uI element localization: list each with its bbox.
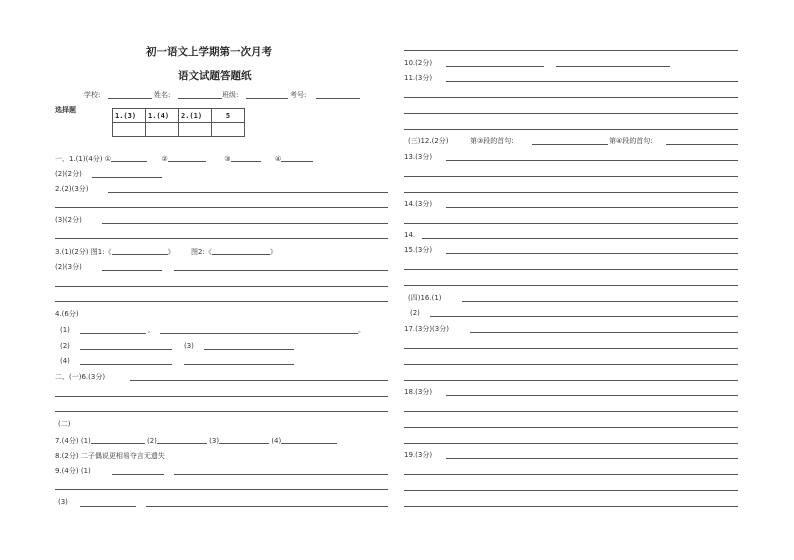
q3-2-line-2[interactable] [55, 286, 388, 287]
q4-1-comma: , [148, 326, 151, 334]
q3-1-text: 3.(1)(2分) [55, 248, 89, 256]
q2-3-line-1[interactable] [102, 223, 388, 224]
fig1-close: 》 [167, 248, 175, 256]
q15-line-3[interactable] [404, 285, 738, 286]
fig1-blank[interactable] [112, 247, 168, 255]
q9-3-label: (3) [58, 498, 68, 506]
q1-2-label: (2)(2分) [55, 170, 82, 178]
q9-text: 9.(4分) [55, 467, 79, 475]
name-label: 姓名: [154, 91, 171, 99]
q4-2-blank[interactable] [80, 349, 172, 350]
q7-text: 7.(4分) [55, 437, 79, 445]
exam-title: 初一语文上学期第一次月考 [146, 46, 272, 58]
q17-line-1[interactable] [470, 332, 738, 333]
choice-answer-3[interactable] [179, 123, 212, 137]
q15-label: 15.(3分) [404, 246, 433, 254]
q7-2-marker: (2) [147, 437, 157, 445]
q7-1-blank[interactable] [91, 436, 145, 444]
q4-4-blank-1[interactable] [80, 364, 172, 365]
q4-1-blank-2[interactable] [160, 333, 358, 334]
q10-blank-1[interactable] [446, 66, 544, 67]
c4-blank[interactable] [281, 154, 313, 162]
c2-blank[interactable] [168, 154, 206, 162]
q2-3-label: (3)(2分) [55, 216, 82, 224]
q3-1-label [55, 247, 277, 257]
q19-line-1[interactable] [446, 458, 738, 459]
q9-3-blank-1[interactable] [80, 506, 136, 507]
school-field[interactable] [108, 98, 152, 99]
q7-1-marker: (1) [80, 437, 91, 445]
choice-cell-1-3: 1.(3) [113, 109, 146, 123]
q2-2-label: 2.(2)(3分) [55, 185, 89, 193]
q11-line-2[interactable] [404, 97, 738, 98]
q15-line-1[interactable] [446, 253, 738, 254]
exam-no-field[interactable] [316, 98, 360, 99]
q14-label: 14.(3分) [404, 200, 433, 208]
section-2-label: (二) [58, 420, 71, 428]
q4-3-blank[interactable] [204, 349, 294, 350]
q1-2-blank[interactable] [92, 177, 162, 178]
q19-line-4[interactable] [404, 506, 738, 507]
q17-line-2[interactable] [404, 348, 738, 349]
fig2-open: 图2:《 [191, 248, 212, 256]
q8-text: 8.(2分) [55, 452, 79, 460]
fig1-open: 图1:《 [90, 248, 112, 256]
q16-2-line[interactable] [430, 316, 738, 317]
q11-label: 11.(3分) [404, 74, 433, 82]
q4-2-label: (2) [60, 342, 70, 350]
q4-1-blank-1[interactable] [80, 333, 146, 334]
q12-label: (三)12.(2分) [408, 137, 449, 145]
q4-3-label: (3) [184, 342, 194, 350]
choice-answer-table [112, 108, 245, 137]
q17-line-3[interactable] [404, 364, 738, 365]
q11-line-3[interactable] [404, 113, 738, 114]
c1-blank[interactable] [111, 154, 147, 162]
class-label: 班级: [222, 91, 239, 99]
q19-line-2[interactable] [404, 474, 738, 475]
q12-a-blank[interactable] [532, 144, 608, 145]
q6-line-3[interactable] [55, 411, 388, 412]
q7-2-blank[interactable] [157, 436, 207, 444]
q17-label: 17.(3分)(3分) [404, 325, 449, 333]
q8-sentence: 二子偶说更相易夺言无遗失 [80, 452, 165, 460]
q1-1-label [55, 154, 313, 164]
q11-line-4[interactable] [404, 129, 738, 130]
q9-line-2[interactable] [55, 489, 388, 490]
q7-3-blank[interactable] [219, 436, 269, 444]
q13-line-2[interactable] [404, 176, 738, 177]
c2-marker: ② [161, 155, 168, 163]
choice-answer-4[interactable] [212, 123, 245, 137]
q1-1-text: 一、1.(1)(4分) [55, 155, 103, 163]
exam-no-label: 考号: [290, 91, 307, 99]
q14-line-2[interactable] [404, 223, 738, 224]
q14-line-1[interactable] [446, 207, 738, 208]
answer-sheet-subtitle: 语文试题答题纸 [178, 70, 252, 82]
c1-marker: ① [104, 155, 112, 163]
school-label: 学校: [84, 91, 101, 99]
q3-2-blank-2[interactable] [174, 270, 388, 271]
q13-label: 13.(3分) [404, 153, 433, 161]
q13-line-1[interactable] [446, 160, 738, 161]
choice-header-row [113, 109, 245, 123]
fig2-close: 》 [269, 248, 277, 256]
q9-1-marker: (1) [80, 467, 91, 475]
fig2-blank[interactable] [212, 247, 270, 255]
q9-1-blank-2[interactable] [174, 474, 388, 475]
q19-line-3[interactable] [404, 490, 738, 491]
q18-line-4[interactable] [404, 443, 738, 444]
c3-marker: ③ [224, 155, 231, 163]
q18-line-3[interactable] [404, 427, 738, 428]
q12-a-label: 第③段的首句: [470, 137, 514, 145]
class-field[interactable] [246, 98, 288, 99]
q18-label: 18.(3分) [404, 388, 433, 396]
q16-2-label: (2) [410, 309, 420, 317]
q8-label [55, 452, 165, 461]
q4-1-period: 。 [358, 326, 365, 334]
q3-2-blank-1[interactable] [102, 270, 162, 271]
q10-label: 10.(2分) [404, 59, 433, 67]
q6-label: 二、(一)6.(3分) [55, 373, 106, 381]
q2-2-line-1[interactable] [108, 192, 388, 193]
q14b-label: 14. [404, 231, 416, 239]
q19-label: 19.(3分) [404, 451, 433, 459]
choice-label: 选择题 [55, 106, 76, 114]
c3-blank[interactable] [231, 154, 261, 162]
c4-marker: ④ [275, 155, 282, 163]
q7-4-blank[interactable] [281, 436, 337, 444]
q2-3-line-2[interactable] [55, 238, 388, 239]
q4-4-label: (4) [60, 357, 70, 365]
right-top-line[interactable] [404, 50, 738, 51]
choice-answer-2[interactable] [146, 123, 179, 137]
q7-3-marker: (3) [209, 437, 220, 445]
q9-label [55, 467, 91, 476]
q2-2-line-2[interactable] [55, 207, 388, 208]
q13-line-3[interactable] [404, 192, 738, 193]
choice-cell-2-1: 2.(1) [179, 109, 212, 123]
choice-answer-row [113, 123, 245, 137]
q4-4-blank-2[interactable] [184, 364, 294, 365]
q3-2-line-3[interactable] [55, 301, 388, 302]
q14b-line[interactable] [422, 238, 738, 239]
q11-line-1[interactable] [446, 81, 738, 82]
q3-2-label: (2)(3分) [55, 263, 82, 271]
q16-1-line[interactable] [462, 301, 738, 302]
choice-answer-1[interactable] [113, 123, 146, 137]
q9-3-blank-2[interactable] [146, 506, 388, 507]
q12-b-blank[interactable] [666, 144, 738, 145]
q18-line-2[interactable] [404, 411, 738, 412]
q17-line-4[interactable] [404, 380, 738, 381]
q15-line-2[interactable] [404, 269, 738, 270]
q18-line-1[interactable] [446, 395, 738, 396]
choice-cell-1-4: 1.(4) [146, 109, 179, 123]
q6-line-2[interactable] [55, 396, 388, 397]
name-field[interactable] [178, 98, 222, 99]
choice-cell-5: 5 [212, 109, 245, 123]
q16-label: (四)16.(1) [408, 294, 442, 302]
q7-4-marker: (4) [271, 437, 282, 445]
q4-1-label: (1) [60, 326, 70, 334]
q4-label: 4.(6分) [55, 310, 79, 318]
q7-label [55, 436, 337, 446]
q9-1-blank-1[interactable] [112, 474, 164, 475]
q6-line-1[interactable] [130, 380, 388, 381]
q12-b-label: 第④段的首句: [609, 137, 653, 145]
q10-blank-2[interactable] [556, 66, 670, 67]
